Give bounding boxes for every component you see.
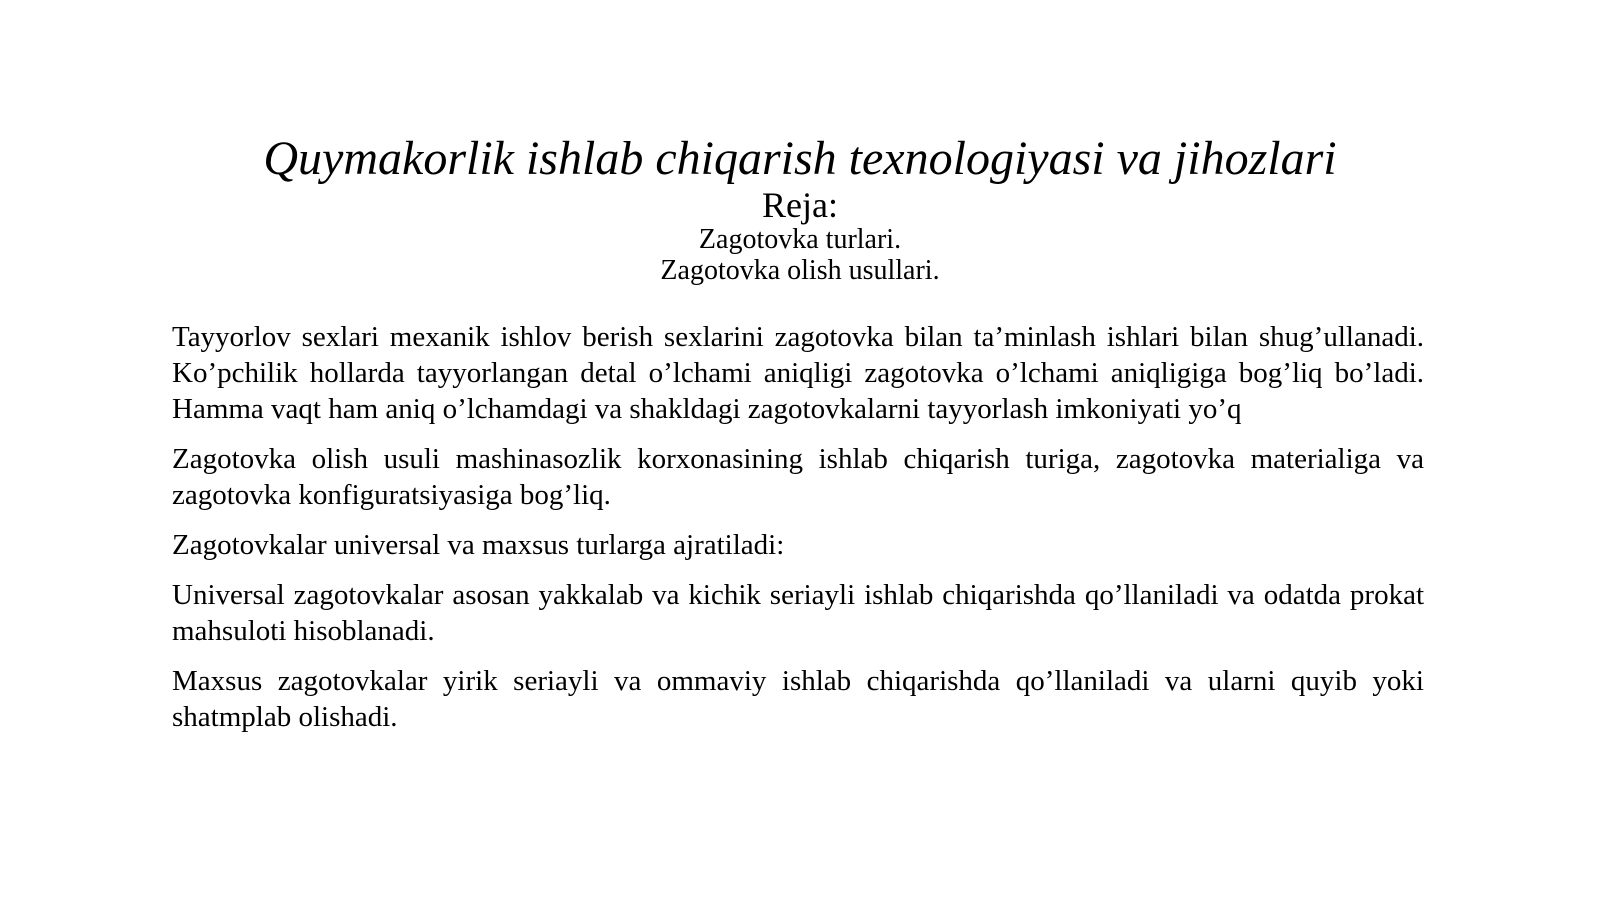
- paragraph: Universal zagotovkalar asosan yakkalab va kichik seriayli ishlab chiqarishda qo’llaniladi va odatda prokat mahsuloti hisoblanadi.: [172, 579, 1424, 647]
- body-text: [172, 319, 1424, 749]
- slide-title: Quymakorlik ishlab chiqarish texnologiyasi va jihozlari: [263, 132, 1337, 185]
- paragraph: Zagotovkalar universal va maxsus turlarga ajratiladi:: [172, 529, 785, 561]
- paragraph: Zagotovka olish usuli mashinasozlik korxonasining ishlab chiqarish turiga, zagotovka materialiga va zagotovka konfiguratsiyasiga bog’liq.: [172, 443, 1424, 511]
- plan-heading: Reja:: [762, 185, 838, 225]
- plan-item: Zagotovka turlari.: [698, 224, 902, 255]
- paragraph: Maxsus zagotovkalar yirik seriayli va ommaviy ishlab chiqarishda qo’llaniladi va ularni quyib yoki shatmplab olishadi.: [172, 665, 1424, 733]
- plan-section: [0, 186, 1600, 286]
- plan-item: Zagotovka olish usullari.: [660, 255, 940, 286]
- paragraph: Tayyorlov sexlari mexanik ishlov berish sexlarini zagotovka bilan ta’minlash ishlari bilan shug’ullanadi. Ko’pchilik hollarda tayyorlangan detal o’lchami aniqligi zagotovka o’lchami aniqligiga bog’liq bo’ladi. Hamma vaqt ham aniq o’lchamdagi va shakldagi zagotovkalarni tayyorlash imkoniyati yo’q: [172, 321, 1424, 425]
